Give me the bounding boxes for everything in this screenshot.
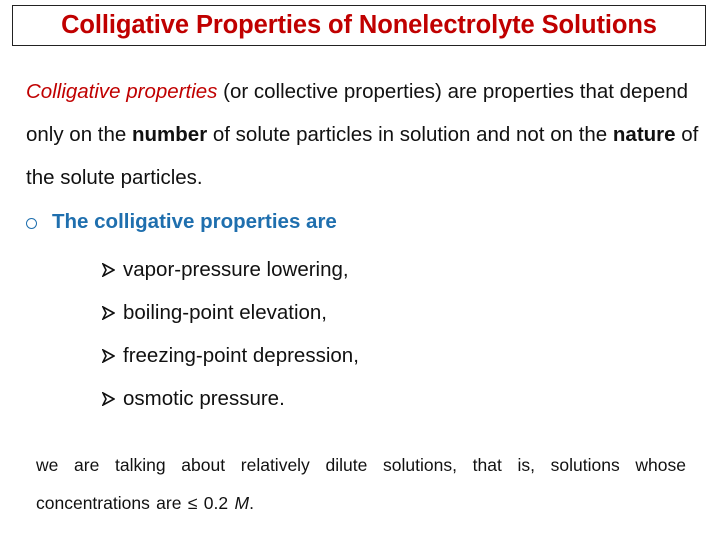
list-item — [102, 291, 662, 334]
intro-term: Colligative properties — [26, 80, 218, 103]
list-item-text: osmotic pressure. — [123, 386, 285, 410]
note-unit: M — [234, 493, 250, 513]
intro-bold-number: number — [132, 123, 208, 146]
list-item — [102, 248, 662, 291]
bullet-text: The colligative properties are — [52, 210, 337, 233]
note-end: . — [249, 493, 254, 513]
arrow-bullet-icon — [102, 392, 115, 406]
list-item-text: boiling-point elevation, — [123, 300, 327, 324]
slide-title: Colligative Properties of Nonelectrolyte Solutions — [61, 11, 657, 39]
title-box — [12, 5, 706, 46]
list-item-text: vapor-pressure lowering, — [123, 257, 349, 281]
intro-text-1: (or collective properties) are properties that depend only on the — [26, 80, 689, 146]
arrow-bullet-icon — [102, 306, 115, 320]
dilute-note — [36, 446, 686, 522]
note-text: we are talking about relatively dilute solutions, that is, solutions whose concentrations are ≤ 0.2 — [36, 455, 686, 513]
list-item — [102, 377, 662, 420]
properties-list — [102, 248, 662, 420]
list-item-text: freezing-point depression, — [123, 343, 359, 367]
bullet-row — [26, 206, 337, 238]
arrow-bullet-icon — [102, 263, 115, 277]
arrow-bullet-icon — [102, 349, 115, 363]
circle-bullet-icon — [26, 218, 37, 229]
intro-paragraph — [26, 70, 706, 199]
list-item — [102, 334, 662, 377]
intro-text-3: of the solute particles. — [26, 123, 699, 189]
intro-bold-nature: nature — [612, 123, 676, 146]
intro-text-2: of solute particles in solution and not on the — [207, 123, 613, 146]
